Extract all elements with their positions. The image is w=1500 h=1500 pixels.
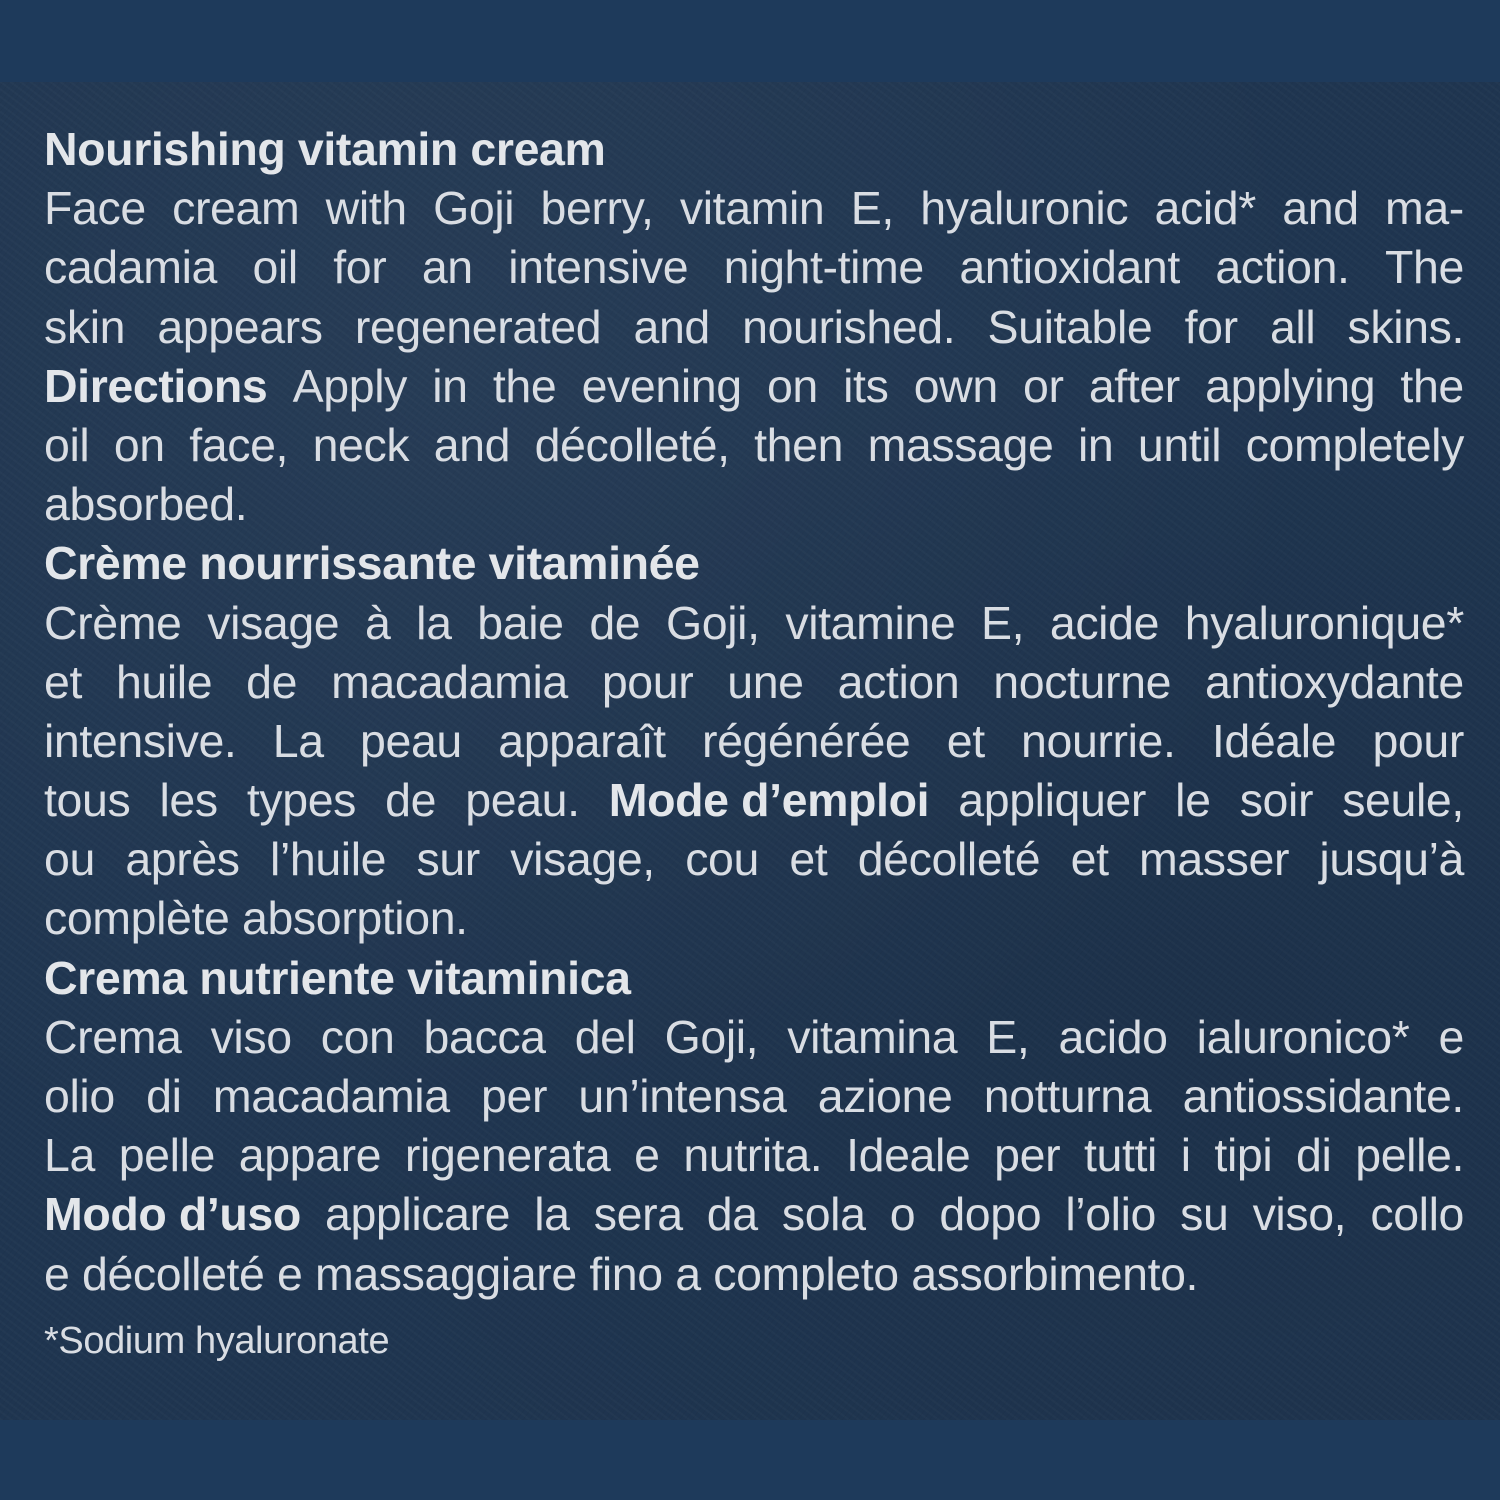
word: nourrie.	[1021, 714, 1176, 767]
word: la	[534, 1188, 570, 1241]
word: une	[727, 655, 804, 708]
word: ialuronico*	[1196, 1010, 1410, 1063]
word: soir	[1239, 774, 1314, 827]
word: da	[706, 1188, 758, 1241]
word: tipi	[1214, 1129, 1273, 1182]
french-body-line	[44, 712, 1464, 771]
word: per	[481, 1070, 548, 1122]
word: ma-	[1385, 182, 1464, 235]
word: un’intensa	[578, 1070, 787, 1122]
word: antiossidante.	[1182, 1070, 1464, 1122]
bottom-border	[0, 1420, 1500, 1500]
word: oil	[44, 418, 90, 471]
english-directions-label: Directions	[44, 359, 268, 412]
word: nourished.	[742, 300, 956, 353]
word: pelle	[118, 1129, 215, 1182]
word: rigenerata	[404, 1129, 611, 1182]
word: peau.	[465, 774, 580, 827]
word: La	[272, 714, 324, 767]
word: Goji,	[664, 1010, 759, 1063]
word: on	[113, 418, 165, 471]
word: night-time	[723, 241, 924, 294]
english-directions-line	[44, 357, 1464, 416]
word: vitamina	[787, 1010, 958, 1063]
english-directions-last: absorbed.	[44, 478, 248, 531]
word: antioxidant	[959, 241, 1180, 294]
word: the	[1400, 359, 1464, 412]
word: e	[634, 1129, 660, 1182]
word: with	[325, 182, 407, 235]
word: acide	[1049, 596, 1160, 649]
word: pour	[601, 655, 694, 708]
word: types	[246, 774, 357, 827]
word: vitamine	[785, 596, 956, 649]
word: masser	[1139, 833, 1290, 886]
word: le	[1175, 774, 1211, 827]
word: applying	[1205, 359, 1376, 412]
word: massage	[867, 418, 1054, 471]
word: o	[889, 1188, 916, 1241]
word: neck	[312, 418, 410, 471]
word: cadamia	[44, 241, 217, 294]
word: Idéale	[1211, 714, 1337, 767]
word: su	[1180, 1188, 1229, 1241]
word: visage	[207, 596, 340, 649]
word: sera	[593, 1188, 683, 1241]
word: viso	[210, 1010, 292, 1063]
french-directions-line	[44, 830, 1464, 889]
word: then	[754, 418, 844, 471]
word: del	[574, 1010, 636, 1063]
word: de	[589, 596, 641, 649]
word: di	[1296, 1129, 1332, 1182]
word: hyaluronic	[920, 182, 1129, 235]
italian-directions-line	[44, 1185, 1464, 1244]
word: appliquer	[958, 774, 1146, 827]
word: régénérée	[702, 714, 911, 767]
word: action.	[1215, 241, 1350, 294]
word: azione	[817, 1070, 953, 1122]
word: Suitable	[987, 300, 1153, 353]
word: de	[246, 655, 298, 708]
word: or	[1023, 359, 1064, 412]
word: action	[837, 655, 960, 708]
word: con	[320, 1010, 395, 1063]
word: skin	[44, 300, 126, 353]
french-directions-label: Mode d’emploi	[608, 774, 930, 827]
italian-body-line	[44, 1008, 1464, 1067]
word: cream	[172, 182, 300, 235]
word: intensive.	[44, 714, 237, 767]
word: seule,	[1342, 774, 1464, 827]
word: cou	[685, 833, 759, 886]
word: on	[766, 359, 818, 412]
word: and	[433, 418, 511, 471]
word: antioxydante	[1205, 655, 1464, 708]
word: nutrita.	[683, 1129, 823, 1182]
footnote: *Sodium hyaluronate	[44, 1320, 390, 1362]
word: La	[44, 1129, 95, 1182]
word: nocturne	[993, 655, 1172, 708]
word: décolleté,	[534, 418, 730, 471]
english-body-line	[44, 238, 1464, 297]
word: applicare	[325, 1188, 511, 1241]
word: pelle.	[1355, 1129, 1464, 1182]
word: and	[1282, 182, 1359, 235]
word: in	[1077, 418, 1114, 471]
word: ou	[44, 833, 95, 886]
word: de	[385, 774, 437, 827]
word: after	[1088, 359, 1180, 412]
word: peau	[360, 714, 462, 767]
word: décolleté	[857, 833, 1041, 886]
word: The	[1385, 241, 1464, 294]
word: e	[1438, 1010, 1464, 1063]
word: l’olio	[1065, 1188, 1156, 1241]
word: la	[416, 596, 452, 649]
word: the	[492, 359, 557, 412]
word: Crema	[44, 1010, 182, 1063]
word: sur	[416, 833, 480, 886]
french-directions-last: complète absorption.	[44, 892, 468, 945]
word: Goji,	[666, 596, 760, 649]
word: intensive	[508, 241, 689, 294]
word: macadamia	[212, 1070, 450, 1122]
italian-directions-label: Modo d’uso	[44, 1188, 301, 1241]
french-title: Crème nourrissante vitaminée	[44, 537, 700, 590]
word: per	[994, 1129, 1061, 1182]
word: sola	[781, 1188, 866, 1241]
word: Apply	[292, 359, 407, 412]
english-title: Nourishing vitamin cream	[44, 123, 606, 175]
word: Goji	[433, 182, 515, 235]
italian-directions-last: e décolleté e massaggiare fino a completo assorbimento.	[44, 1247, 1199, 1300]
word: olio	[44, 1070, 115, 1122]
word: di	[146, 1070, 182, 1122]
french-body-line	[44, 594, 1464, 653]
word: visage,	[510, 833, 655, 886]
word: macadamia	[331, 655, 568, 708]
italian-body-line	[44, 1067, 1464, 1126]
french-body-line	[44, 653, 1464, 712]
word: acido	[1058, 1010, 1168, 1063]
word: apparaît	[498, 714, 666, 767]
word: skins.	[1347, 300, 1464, 353]
english-body-line	[44, 298, 1464, 357]
word: Crème	[44, 596, 182, 649]
french-directions-line	[44, 771, 1464, 830]
word: appare	[238, 1129, 382, 1182]
word: collo	[1370, 1188, 1464, 1241]
word: hyaluronique*	[1184, 596, 1464, 649]
word: et	[44, 655, 82, 708]
italian-title: Crema nutriente vitaminica	[44, 951, 631, 1004]
word: vitamin	[679, 182, 825, 235]
english-directions-line	[44, 416, 1464, 475]
word: evening	[581, 359, 742, 412]
word: notturna	[983, 1070, 1152, 1122]
label-text-block	[44, 120, 1464, 1304]
word: acid*	[1154, 182, 1256, 235]
word: tous	[44, 774, 131, 827]
word: Face	[44, 182, 146, 235]
word: E,	[850, 182, 894, 235]
word: appears	[157, 300, 323, 353]
word: regenerated	[354, 300, 602, 353]
word: jusqu’à	[1319, 833, 1464, 886]
word: i	[1180, 1129, 1191, 1182]
word: E,	[986, 1010, 1030, 1063]
word: oil	[252, 241, 298, 294]
word: les	[159, 774, 218, 827]
word: dopo	[939, 1188, 1042, 1241]
word: face,	[189, 418, 289, 471]
italian-body-line	[44, 1126, 1464, 1185]
word: et	[946, 714, 985, 767]
word: E,	[981, 596, 1025, 649]
word: for	[1184, 300, 1238, 353]
word: its	[843, 359, 889, 412]
word: in	[432, 359, 468, 412]
word: Ideale	[846, 1129, 971, 1182]
word: bacca	[423, 1010, 546, 1063]
word: et	[789, 833, 828, 886]
word: après	[125, 833, 240, 886]
word: tutti	[1083, 1129, 1157, 1182]
word: viso,	[1252, 1188, 1347, 1241]
word: l’huile	[270, 833, 387, 886]
word: all	[1269, 300, 1316, 353]
word: huile	[115, 655, 213, 708]
word: an	[421, 241, 473, 294]
word: berry,	[540, 182, 654, 235]
word: for	[333, 241, 387, 294]
word: à	[364, 596, 391, 649]
top-border	[0, 0, 1500, 82]
word: et	[1070, 833, 1109, 886]
english-body-line	[44, 179, 1464, 238]
word: pour	[1372, 714, 1464, 767]
word: and	[633, 300, 710, 353]
word: until	[1137, 418, 1222, 471]
word: baie	[477, 596, 564, 649]
word: completely	[1245, 418, 1464, 471]
word: own	[913, 359, 998, 412]
